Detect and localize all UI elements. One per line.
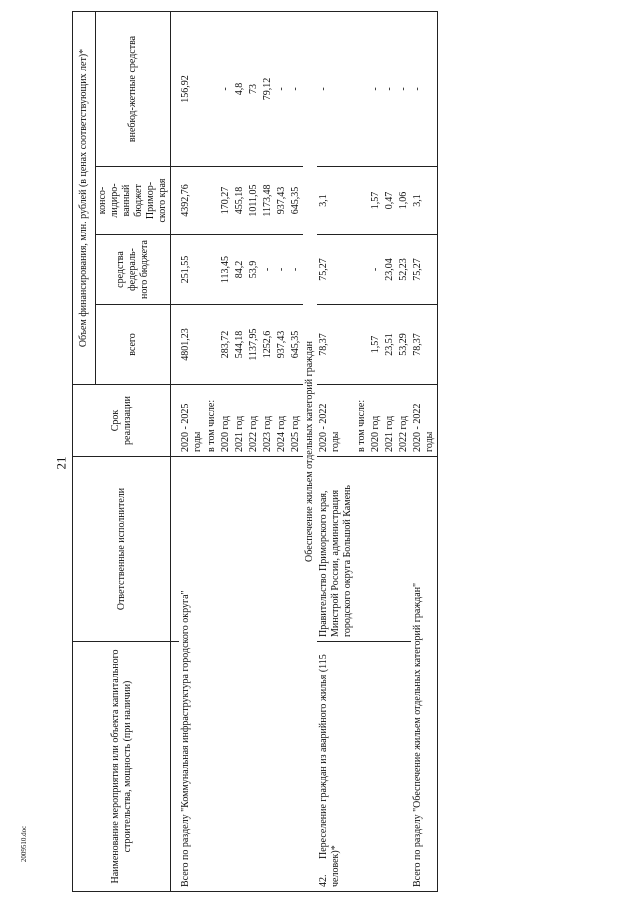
table-cell-regional: 0,47 — [383, 167, 397, 235]
block1-title: Всего по разделу "Коммунальная инфраструктура городского округа" — [179, 457, 205, 892]
table-cell-federal: 23,04 — [383, 235, 397, 305]
table-cell-total: 53,29 — [397, 305, 411, 385]
table-cell-term: 2021 год — [383, 385, 397, 457]
table-cell-term: 2022 год — [247, 385, 261, 457]
table-row — [383, 11, 397, 891]
table-row — [261, 11, 275, 891]
table-cell-term: 2020 год — [219, 385, 233, 457]
table-cell-regional: 1173,48 — [261, 167, 275, 235]
table-cell-term: 2020 - 2025 годы — [179, 385, 205, 457]
table-cell-extra: 4,8 — [233, 11, 247, 166]
table-cell-extra: - — [317, 11, 355, 166]
table-cell-extra: 73 — [247, 11, 261, 166]
table-cell-term: 2024 год — [275, 385, 289, 457]
table-cell-federal: 251,55 — [179, 235, 205, 305]
sub-label: в том числе: — [205, 385, 219, 457]
table-cell-extra: - — [275, 11, 289, 166]
table-row — [219, 11, 233, 891]
header-regional: консо-лидиро-ванный бюджет Примор-ского края — [96, 167, 171, 235]
table-cell-total: 283,72 — [219, 305, 233, 385]
table-cell-total: 1137,95 — [247, 305, 261, 385]
table-cell-federal: - — [261, 235, 275, 305]
header-executors: Ответственные исполнители — [73, 457, 171, 642]
table-row — [233, 11, 247, 891]
table-cell-term: 2023 год — [261, 385, 275, 457]
block3-title: Всего по разделу "Обеспечение жильем отдельных категорий граждан" — [411, 457, 438, 892]
header-total: всего — [96, 305, 171, 385]
table-cell-term: 2020 - 2022 годы — [411, 385, 438, 457]
table-cell-regional: 3,1 — [411, 167, 438, 235]
table-cell-regional: 170,27 — [219, 167, 233, 235]
sub-label: в том числе: — [355, 385, 369, 457]
table-cell-extra: 156,92 — [179, 11, 205, 166]
table-cell-total: 1252,6 — [261, 305, 275, 385]
table-row — [369, 11, 383, 891]
table-cell-regional: 645,35 — [289, 167, 303, 235]
table-row — [397, 11, 411, 891]
table-cell-federal: 113,45 — [219, 235, 233, 305]
header-name: Наименование мероприятия или объекта капитального строительства, мощность (при наличии) — [73, 642, 171, 892]
table-cell-regional: 1,57 — [369, 167, 383, 235]
table-cell-federal: 52,23 — [397, 235, 411, 305]
table-cell-total: 78,37 — [317, 305, 355, 385]
item-number: 42. — [318, 874, 329, 887]
footer-file-code: 2009510.doc — [20, 825, 29, 863]
table-cell-extra: - — [289, 11, 303, 166]
header-term: Срок реализации — [73, 385, 171, 457]
table-cell-extra: - — [219, 11, 233, 166]
section-title: Обеспечение жильем отдельных категорий граждан — [303, 11, 317, 891]
table-cell-federal: 75,27 — [411, 235, 438, 305]
rotated-table-container — [72, 12, 632, 892]
table-cell-extra: - — [411, 11, 438, 166]
table-cell-federal: - — [275, 235, 289, 305]
table-cell-extra: - — [383, 11, 397, 166]
block2-executor: Правительство Приморского края, Минстрой России, администрация городского округа Большой Камень — [317, 457, 355, 642]
table-cell-regional: 3,1 — [317, 167, 355, 235]
table-cell-total: 937,43 — [275, 305, 289, 385]
table-cell-term: 2020 год — [369, 385, 383, 457]
block2-title-cell — [317, 642, 355, 892]
table-cell-total: 23,51 — [383, 305, 397, 385]
table-cell-regional: 937,43 — [275, 167, 289, 235]
table-row — [247, 11, 261, 891]
table-cell-term: 2025 год — [289, 385, 303, 457]
header-extra: внебюд-жетные средства — [96, 11, 171, 166]
table-cell-total: 544,18 — [233, 305, 247, 385]
table-row — [289, 11, 303, 891]
table-cell-term: 2022 год — [397, 385, 411, 457]
table-cell-regional: 455,18 — [233, 167, 247, 235]
table-cell-federal: - — [369, 235, 383, 305]
table-cell-total: 78,37 — [411, 305, 438, 385]
table-row — [275, 11, 289, 891]
table-cell-total: 4801,23 — [179, 305, 205, 385]
table-cell-total: 645,35 — [289, 305, 303, 385]
table-cell-total: 1,57 — [369, 305, 383, 385]
table-cell-extra: 79,12 — [261, 11, 275, 166]
block2-title: Переселение граждан из аварийного жилья (115 человек)* — [318, 654, 341, 887]
table-cell-term: 2020 - 2022 годы — [317, 385, 355, 457]
table-cell-federal: 75,27 — [317, 235, 355, 305]
table-cell-federal: - — [289, 235, 303, 305]
table-cell-regional: 1,06 — [397, 167, 411, 235]
table-cell-extra: - — [397, 11, 411, 166]
table-cell-term: 2021 год — [233, 385, 247, 457]
header-federal: средства федераль-ного бюджета — [96, 235, 171, 305]
table-cell-regional: 4392,76 — [179, 167, 205, 235]
table-cell-federal: 53,9 — [247, 235, 261, 305]
table-cell-regional: 1011,05 — [247, 167, 261, 235]
header-financing: Объем финансирования, млн. рублей (в ценах соответствующих лет)* — [73, 11, 96, 384]
financing-table — [72, 11, 438, 892]
page-number: 21 — [53, 456, 69, 470]
table-cell-federal: 84,2 — [233, 235, 247, 305]
table-cell-extra: - — [369, 11, 383, 166]
